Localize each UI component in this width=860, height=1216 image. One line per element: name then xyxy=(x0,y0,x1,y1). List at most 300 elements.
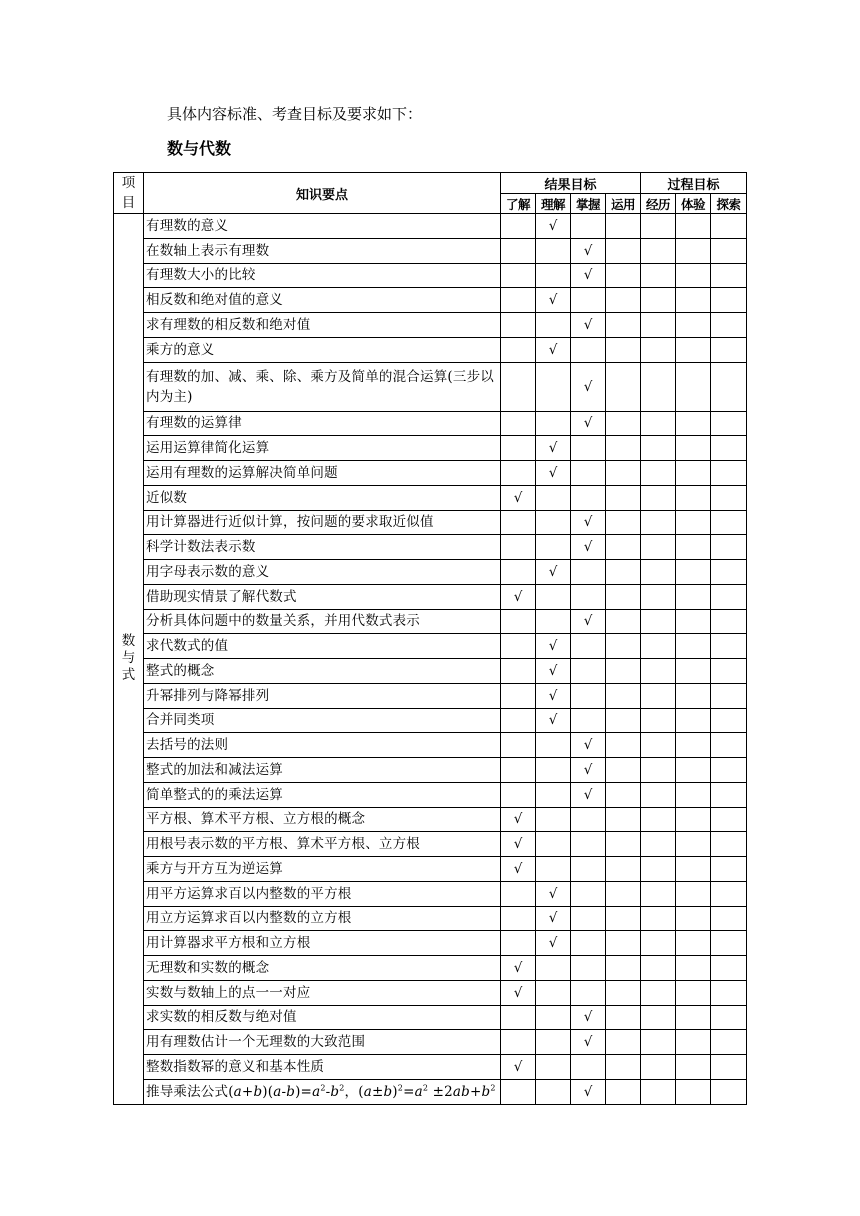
level-header-feel: 体验 xyxy=(676,194,711,214)
check-mark: √ xyxy=(548,935,558,952)
project-header-char-1: 项 xyxy=(121,175,136,191)
check-mark: √ xyxy=(583,761,593,778)
level-cell xyxy=(676,931,711,956)
level-cell xyxy=(606,510,641,535)
knowledge-item-text: 用平方运算求百以内整数的平方根 xyxy=(146,885,352,902)
level-cell xyxy=(606,881,641,906)
table-row xyxy=(114,659,747,684)
level-header-comprehend: 理解 xyxy=(536,194,571,214)
table-row xyxy=(114,337,747,362)
level-cell xyxy=(641,238,676,263)
knowledge-item xyxy=(144,1079,501,1104)
level-cell xyxy=(501,733,536,758)
level-cell xyxy=(711,857,747,882)
level-cell xyxy=(571,1030,606,1055)
level-cell xyxy=(711,733,747,758)
level-cell xyxy=(676,906,711,931)
level-cell xyxy=(536,214,571,239)
level-cell xyxy=(641,782,676,807)
level-cell xyxy=(571,362,606,411)
level-cell xyxy=(536,683,571,708)
level-cell xyxy=(536,535,571,560)
knowledge-item xyxy=(144,1055,501,1080)
level-cell xyxy=(641,956,676,981)
level-cell xyxy=(711,1079,747,1104)
group-label-char: 数 xyxy=(121,633,136,650)
level-cell xyxy=(606,560,641,585)
knowledge-item xyxy=(144,436,501,461)
level-cell xyxy=(641,807,676,832)
level-cell xyxy=(606,956,641,981)
level-cell xyxy=(501,659,536,684)
level-cell xyxy=(501,485,536,510)
level-cell xyxy=(501,634,536,659)
table-row xyxy=(114,238,747,263)
level-cell xyxy=(641,584,676,609)
check-mark: √ xyxy=(548,341,558,358)
check-mark: √ xyxy=(583,737,593,754)
knowledge-item-text: 升幂排列与降幂排列 xyxy=(146,687,270,704)
knowledge-item-text: 推导乘法公式$(a+b)(a-b)=a^2-b^2$，$(a\pm b)^2=a^2 \pm 2ab+b^2$ xyxy=(146,1083,496,1100)
level-cell xyxy=(501,683,536,708)
level-cell xyxy=(606,906,641,931)
level-cell xyxy=(571,1055,606,1080)
knowledge-item-text: 有理数的意义 xyxy=(146,217,229,234)
knowledge-item-text: 求有理数的相反数和绝对值 xyxy=(146,316,311,333)
level-cell xyxy=(641,881,676,906)
level-cell xyxy=(641,683,676,708)
level-cell xyxy=(711,584,747,609)
knowledge-item-text: 运用有理数的运算解决简单问题 xyxy=(146,464,338,481)
check-mark: √ xyxy=(583,1034,593,1051)
knowledge-item-text: 整式的概念 xyxy=(146,662,215,679)
level-cell xyxy=(571,857,606,882)
check-mark: √ xyxy=(513,959,523,976)
level-cell xyxy=(711,832,747,857)
level-cell xyxy=(641,980,676,1005)
knowledge-item xyxy=(144,337,501,362)
check-mark: √ xyxy=(583,539,593,556)
level-cell xyxy=(676,560,711,585)
level-cell xyxy=(711,337,747,362)
level-cell xyxy=(571,510,606,535)
table-row xyxy=(114,906,747,931)
table-row xyxy=(114,782,747,807)
knowledge-item-text: 合并同类项 xyxy=(146,712,215,729)
level-cell xyxy=(711,461,747,486)
table-row xyxy=(114,708,747,733)
knowledge-item xyxy=(144,956,501,981)
level-cell xyxy=(606,1005,641,1030)
level-cell xyxy=(641,832,676,857)
level-cell xyxy=(676,238,711,263)
level-cell xyxy=(711,288,747,313)
level-cell xyxy=(676,881,711,906)
knowledge-item-text: 整数指数幂的意义和基本性质 xyxy=(146,1058,325,1075)
level-cell xyxy=(571,313,606,338)
knowledge-item-text: 实数与数轴上的点一一对应 xyxy=(146,984,311,1001)
level-header-apply: 运用 xyxy=(606,194,641,214)
knowledge-item-text: 乘方与开方互为逆运算 xyxy=(146,860,283,877)
knowledge-item xyxy=(144,906,501,931)
standards-table xyxy=(113,172,747,1105)
level-cell xyxy=(711,485,747,510)
knowledge-item-text: 整式的加法和减法运算 xyxy=(146,761,283,778)
level-cell xyxy=(536,857,571,882)
level-cell xyxy=(501,313,536,338)
level-cell xyxy=(711,535,747,560)
level-cell xyxy=(676,857,711,882)
group-label-char: 与 xyxy=(121,650,136,667)
level-cell xyxy=(606,832,641,857)
knowledge-item xyxy=(144,634,501,659)
level-cell xyxy=(676,1005,711,1030)
level-cell xyxy=(676,1079,711,1104)
knowledge-item-text: 借助现实情景了解代数式 xyxy=(146,588,297,605)
section-title: 数与代数 xyxy=(167,139,232,158)
level-cell xyxy=(606,362,641,411)
table-row xyxy=(114,956,747,981)
knowledge-item-text: 求代数式的值 xyxy=(146,638,229,655)
knowledge-item-text: 用立方运算求百以内整数的立方根 xyxy=(146,910,352,927)
level-cell xyxy=(641,1005,676,1030)
intro-text: 具体内容标准、考查目标及要求如下： xyxy=(167,105,423,123)
level-cell xyxy=(571,461,606,486)
check-mark: √ xyxy=(583,267,593,284)
level-cell xyxy=(711,881,747,906)
level-cell xyxy=(711,1005,747,1030)
level-cell xyxy=(711,659,747,684)
group-label xyxy=(114,214,144,1105)
level-cell xyxy=(641,659,676,684)
table-row xyxy=(114,609,747,634)
level-cell xyxy=(536,782,571,807)
level-cell xyxy=(501,881,536,906)
level-cell xyxy=(536,634,571,659)
level-cell xyxy=(571,1079,606,1104)
level-cell xyxy=(711,931,747,956)
check-mark: √ xyxy=(513,836,523,853)
level-cell xyxy=(501,238,536,263)
check-mark: √ xyxy=(513,984,523,1001)
level-cell xyxy=(536,980,571,1005)
level-cell xyxy=(501,535,536,560)
level-cell xyxy=(676,807,711,832)
table-row xyxy=(114,461,747,486)
knowledge-header: 知识要点 xyxy=(144,173,501,214)
level-cell xyxy=(641,362,676,411)
level-cell xyxy=(606,659,641,684)
knowledge-item xyxy=(144,362,501,411)
level-cell xyxy=(606,683,641,708)
table-row xyxy=(114,411,747,436)
level-cell xyxy=(536,337,571,362)
level-cell xyxy=(711,609,747,634)
table-row xyxy=(114,634,747,659)
group-label-char: 式 xyxy=(121,667,136,684)
knowledge-item xyxy=(144,782,501,807)
level-cell xyxy=(641,411,676,436)
level-cell xyxy=(711,782,747,807)
level-cell xyxy=(501,832,536,857)
knowledge-item-text: 去括号的法则 xyxy=(146,737,229,754)
table-body xyxy=(114,214,747,1105)
level-cell xyxy=(536,485,571,510)
knowledge-item xyxy=(144,758,501,783)
level-cell xyxy=(606,1030,641,1055)
project-header-char-2: 目 xyxy=(121,195,136,211)
level-cell xyxy=(606,980,641,1005)
level-cell xyxy=(711,1030,747,1055)
table-row xyxy=(114,263,747,288)
level-cell xyxy=(501,857,536,882)
check-mark: √ xyxy=(548,662,558,679)
level-cell xyxy=(571,485,606,510)
knowledge-item xyxy=(144,288,501,313)
level-cell xyxy=(536,288,571,313)
knowledge-item-text: 用字母表示数的意义 xyxy=(146,563,270,580)
level-cell xyxy=(676,510,711,535)
table-row xyxy=(114,807,747,832)
knowledge-item xyxy=(144,313,501,338)
table-row xyxy=(114,1005,747,1030)
level-cell xyxy=(676,535,711,560)
level-cell xyxy=(571,436,606,461)
level-cell xyxy=(536,1005,571,1030)
table-row xyxy=(114,288,747,313)
level-cell xyxy=(676,485,711,510)
level-cell xyxy=(676,980,711,1005)
level-cell xyxy=(501,956,536,981)
level-cell xyxy=(606,634,641,659)
level-cell xyxy=(606,535,641,560)
level-cell xyxy=(641,758,676,783)
knowledge-item-text: 平方根、算术平方根、立方根的概念 xyxy=(146,811,366,828)
check-mark: √ xyxy=(513,811,523,828)
level-cell xyxy=(676,214,711,239)
level-cell xyxy=(641,931,676,956)
level-cell xyxy=(501,1030,536,1055)
level-cell xyxy=(676,708,711,733)
level-cell xyxy=(641,337,676,362)
level-cell xyxy=(606,931,641,956)
level-cell xyxy=(536,263,571,288)
level-cell xyxy=(711,708,747,733)
table-row xyxy=(114,362,747,411)
level-cell xyxy=(676,337,711,362)
level-cell xyxy=(501,461,536,486)
level-cell xyxy=(676,1030,711,1055)
table-row xyxy=(114,733,747,758)
check-mark: √ xyxy=(583,514,593,531)
level-cell xyxy=(536,733,571,758)
knowledge-item xyxy=(144,584,501,609)
knowledge-item xyxy=(144,535,501,560)
level-cell xyxy=(571,659,606,684)
level-cell xyxy=(676,411,711,436)
level-cell xyxy=(641,313,676,338)
knowledge-item xyxy=(144,857,501,882)
level-cell xyxy=(606,758,641,783)
table-row xyxy=(114,980,747,1005)
level-cell xyxy=(676,609,711,634)
knowledge-item-text: 在数轴上表示有理数 xyxy=(146,242,270,259)
level-cell xyxy=(571,807,606,832)
check-mark: √ xyxy=(548,563,558,580)
knowledge-item xyxy=(144,708,501,733)
knowledge-item-text: 运用运算律简化运算 xyxy=(146,440,270,457)
table-row xyxy=(114,857,747,882)
level-cell xyxy=(676,1055,711,1080)
level-cell xyxy=(676,263,711,288)
knowledge-item-text: 求实数的相反数与绝对值 xyxy=(146,1009,297,1026)
check-mark: √ xyxy=(548,712,558,729)
level-cell xyxy=(711,980,747,1005)
table-row xyxy=(114,1030,747,1055)
knowledge-item xyxy=(144,461,501,486)
level-cell xyxy=(501,782,536,807)
level-cell xyxy=(711,436,747,461)
level-cell xyxy=(676,782,711,807)
level-cell xyxy=(536,411,571,436)
level-cell xyxy=(641,510,676,535)
process-goal-header: 过程目标 xyxy=(641,173,747,194)
level-cell xyxy=(606,214,641,239)
level-cell xyxy=(536,956,571,981)
level-cell xyxy=(571,931,606,956)
knowledge-item xyxy=(144,609,501,634)
level-cell xyxy=(501,362,536,411)
level-cell xyxy=(711,560,747,585)
level-cell xyxy=(536,832,571,857)
check-mark: √ xyxy=(583,316,593,333)
level-cell xyxy=(641,1079,676,1104)
knowledge-item-text: 无理数和实数的概念 xyxy=(146,959,270,976)
level-cell xyxy=(536,461,571,486)
knowledge-item xyxy=(144,510,501,535)
level-cell xyxy=(711,634,747,659)
level-cell xyxy=(501,609,536,634)
knowledge-item xyxy=(144,263,501,288)
knowledge-item-text: 有理数的运算律 xyxy=(146,415,242,432)
knowledge-item-text: 有理数的加、减、乘、除、乘方及简单的混合运算(三步以内为主) xyxy=(146,368,494,405)
level-cell xyxy=(571,263,606,288)
knowledge-item-text: 近似数 xyxy=(146,489,188,506)
level-cell xyxy=(606,485,641,510)
level-cell xyxy=(606,609,641,634)
level-cell xyxy=(606,1079,641,1104)
level-cell xyxy=(676,956,711,981)
level-cell xyxy=(676,832,711,857)
level-cell xyxy=(571,881,606,906)
level-cell xyxy=(501,436,536,461)
level-cell xyxy=(641,708,676,733)
table-row xyxy=(114,313,747,338)
level-cell xyxy=(501,263,536,288)
check-mark: √ xyxy=(548,885,558,902)
knowledge-item xyxy=(144,980,501,1005)
knowledge-item xyxy=(144,485,501,510)
knowledge-item-text: 乘方的意义 xyxy=(146,341,215,358)
level-cell xyxy=(536,584,571,609)
check-mark: √ xyxy=(548,638,558,655)
table-row xyxy=(114,832,747,857)
knowledge-item xyxy=(144,560,501,585)
knowledge-item xyxy=(144,881,501,906)
level-cell xyxy=(676,288,711,313)
level-cell xyxy=(571,1005,606,1030)
level-cell xyxy=(606,857,641,882)
level-cell xyxy=(571,411,606,436)
level-cell xyxy=(641,1055,676,1080)
knowledge-item xyxy=(144,733,501,758)
knowledge-item-text: 用计算器求平方根和立方根 xyxy=(146,935,311,952)
level-cell xyxy=(571,906,606,931)
check-mark: √ xyxy=(548,440,558,457)
level-cell xyxy=(676,758,711,783)
level-cell xyxy=(711,214,747,239)
level-cell xyxy=(536,659,571,684)
level-cell xyxy=(501,337,536,362)
level-cell xyxy=(711,807,747,832)
level-cell xyxy=(641,214,676,239)
level-cell xyxy=(571,708,606,733)
level-cell xyxy=(606,708,641,733)
table-row xyxy=(114,510,747,535)
level-cell xyxy=(501,980,536,1005)
level-cell xyxy=(676,436,711,461)
table-row xyxy=(114,683,747,708)
level-cell xyxy=(536,510,571,535)
level-cell xyxy=(641,733,676,758)
level-cell xyxy=(641,288,676,313)
level-cell xyxy=(676,362,711,411)
level-cell xyxy=(606,782,641,807)
level-cell xyxy=(571,214,606,239)
level-cell xyxy=(606,733,641,758)
level-cell xyxy=(606,337,641,362)
level-cell xyxy=(571,288,606,313)
check-mark: √ xyxy=(513,588,523,605)
level-cell xyxy=(641,634,676,659)
level-cell xyxy=(571,782,606,807)
table-row xyxy=(114,214,747,239)
level-cell xyxy=(711,362,747,411)
check-mark: √ xyxy=(548,292,558,309)
level-cell xyxy=(501,708,536,733)
level-cell xyxy=(536,313,571,338)
check-mark: √ xyxy=(548,687,558,704)
level-cell xyxy=(501,906,536,931)
level-cell xyxy=(571,337,606,362)
knowledge-item-text: 用计算器进行近似计算，按问题的要求取近似值 xyxy=(146,514,434,531)
table-row xyxy=(114,1055,747,1080)
level-header-experience: 经历 xyxy=(641,194,676,214)
level-cell xyxy=(641,857,676,882)
check-mark: √ xyxy=(513,1058,523,1075)
knowledge-item xyxy=(144,683,501,708)
knowledge-item-text: 分析具体问题中的数量关系，并用代数式表示 xyxy=(146,613,420,630)
level-cell xyxy=(676,659,711,684)
level-cell xyxy=(536,436,571,461)
level-cell xyxy=(606,807,641,832)
level-cell xyxy=(676,634,711,659)
table-row xyxy=(114,436,747,461)
knowledge-item xyxy=(144,214,501,239)
level-cell xyxy=(536,758,571,783)
knowledge-item xyxy=(144,659,501,684)
level-cell xyxy=(571,238,606,263)
